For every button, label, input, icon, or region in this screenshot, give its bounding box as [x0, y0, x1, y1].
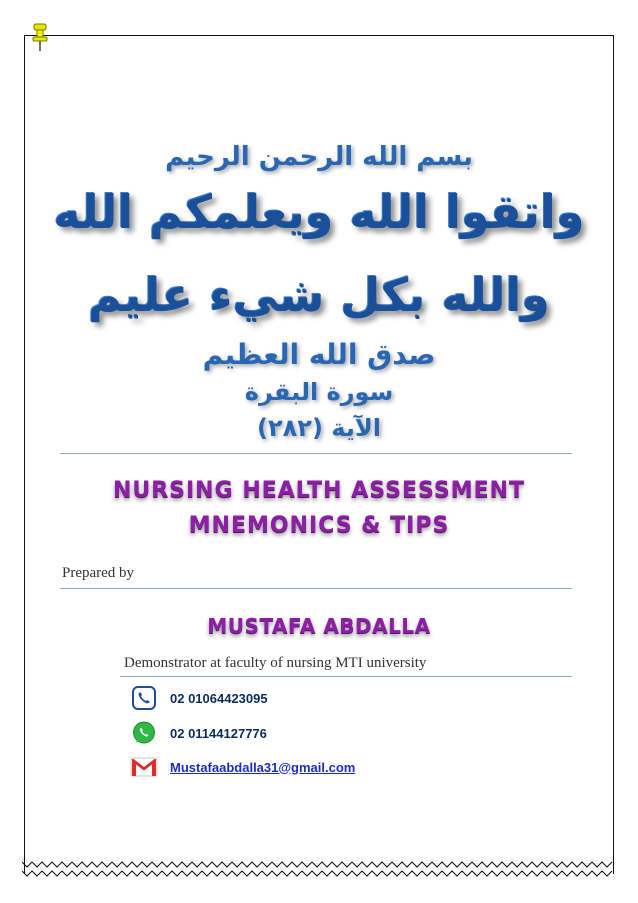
document-title-line-2: MNEMONICS & TIPS [188, 513, 450, 538]
prepared-by-label: Prepared by [62, 565, 135, 581]
author-role: Demonstrator at faculty of nursing MTI university [124, 655, 427, 671]
ayah-text: الآية (٢٨٢) [257, 414, 381, 442]
verse-line-2: والله بكل شيء عليم [88, 268, 550, 322]
divider-rule [60, 453, 572, 454]
zigzag-border [22, 858, 616, 884]
whatsapp-icon [130, 720, 158, 746]
surah-text: سورة البقرة [244, 378, 394, 406]
basmala-text: بسم الله الرحمن الرحيم [165, 142, 473, 172]
divider-rule [60, 588, 572, 589]
gmail-icon [130, 754, 158, 780]
phone-number[interactable]: 02 01064423095 [170, 690, 268, 706]
contact-phone-row [130, 685, 268, 711]
whatsapp-number[interactable]: 02 01144127776 [170, 725, 267, 741]
divider-rule [120, 676, 572, 677]
phone-icon [130, 685, 158, 711]
sadaq-text: صدق الله العظيم [202, 338, 436, 371]
contact-email-row [130, 754, 355, 780]
document-title-line-1: NURSING HEALTH ASSESSMENT [112, 478, 526, 503]
contact-whatsapp-row [130, 720, 267, 746]
pushpin-icon [30, 22, 50, 52]
author-name: MUSTAFA ABDALLA [207, 614, 431, 638]
verse-line-1: واتقوا الله ويعلمكم الله [53, 185, 585, 239]
email-link[interactable]: Mustafaabdalla31@gmail.com [170, 759, 356, 775]
